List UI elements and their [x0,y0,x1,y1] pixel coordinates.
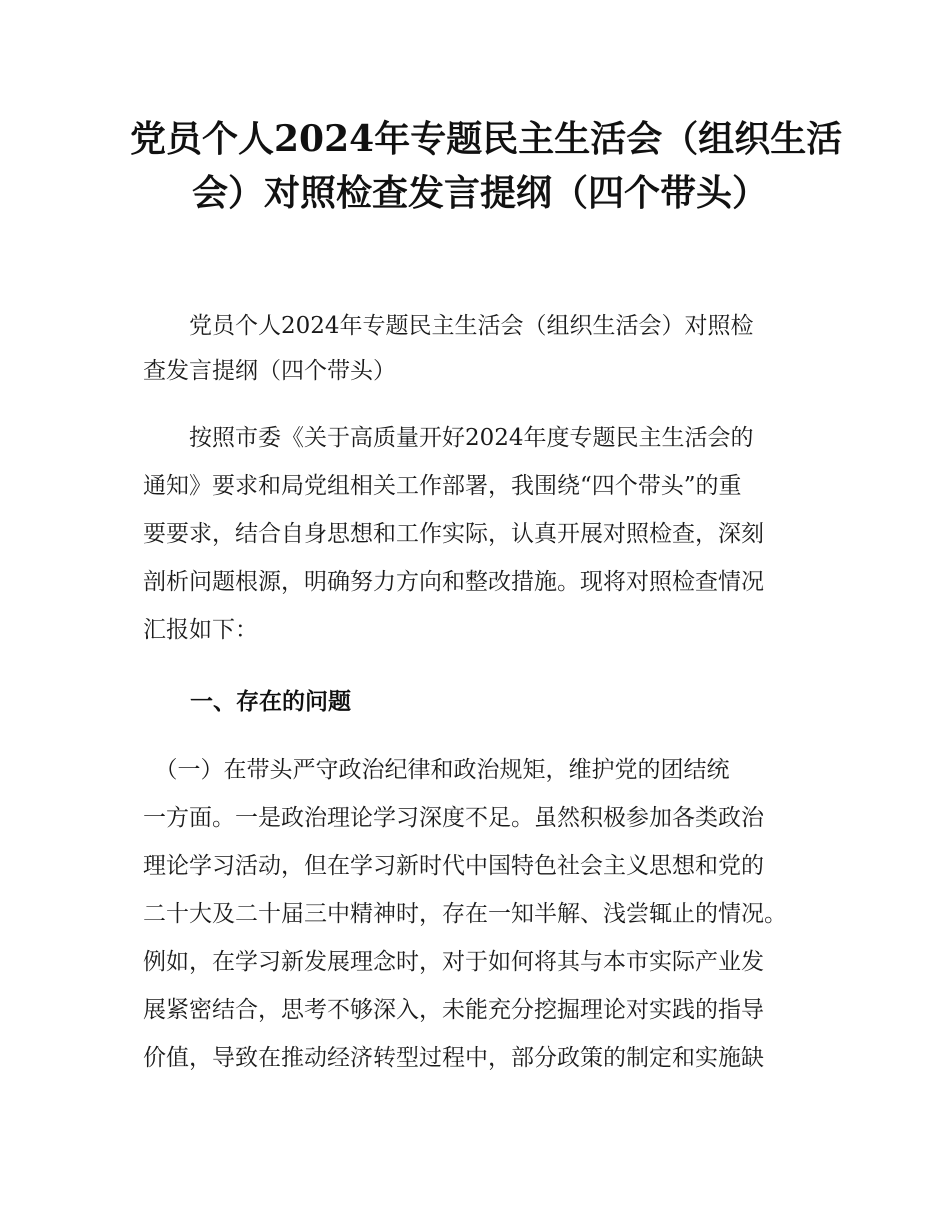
text-line: 按照市委《关于高质量开好2024年度专题民主生活会的 [143,425,754,451]
text-line: 例如，在学习新发展理念时，对于如何将其与本市实际产业发 [143,949,764,975]
text-line: 价值，导致在推动经济转型过程中，部分政策的制定和实施缺 [143,1045,764,1071]
text-line: 一方面。一是政治理论学习深度不足。虽然积极参加各类政治 [143,805,764,831]
text-line: 通知》要求和局党组相关工作部署，我围绕“四个带头”的重 [143,473,742,499]
text-line: （一）在带头严守政治纪律和政治规矩，维护党的团结统 [143,757,730,783]
text-line: 要要求，结合自身思想和工作实际，认真开展对照检查，深刻 [143,521,764,547]
title-line: 党员个人2024年专题民主生活会（组织生活 [130,118,843,160]
title-line: 会）对照检查发言提纲（四个带头） [191,172,768,214]
section-heading: 一、存在的问题 [190,689,351,715]
text-line: 查发言提纲（四个带头） [143,358,396,384]
text-line: 展紧密结合，思考不够深入，未能充分挖掘理论对实践的指导 [143,997,764,1023]
text-line: 党员个人2024年专题民主生活会（组织生活会）对照检 [143,313,754,339]
document-title [130,112,843,220]
intro-paragraph [143,414,813,654]
text-line: 二十大及二十届三中精神时，存在一知半解、浅尝辄止的情况。 [143,901,787,927]
text-line: 汇报如下： [143,617,258,643]
issue-paragraph [143,746,813,1082]
text-line: 理论学习活动，但在学习新时代中国特色社会主义思想和党的 [143,853,764,879]
text-line: 剖析问题根源，明确努力方向和整改措施。现将对照检查情况 [143,569,764,595]
doc-title-paragraph [143,304,813,394]
